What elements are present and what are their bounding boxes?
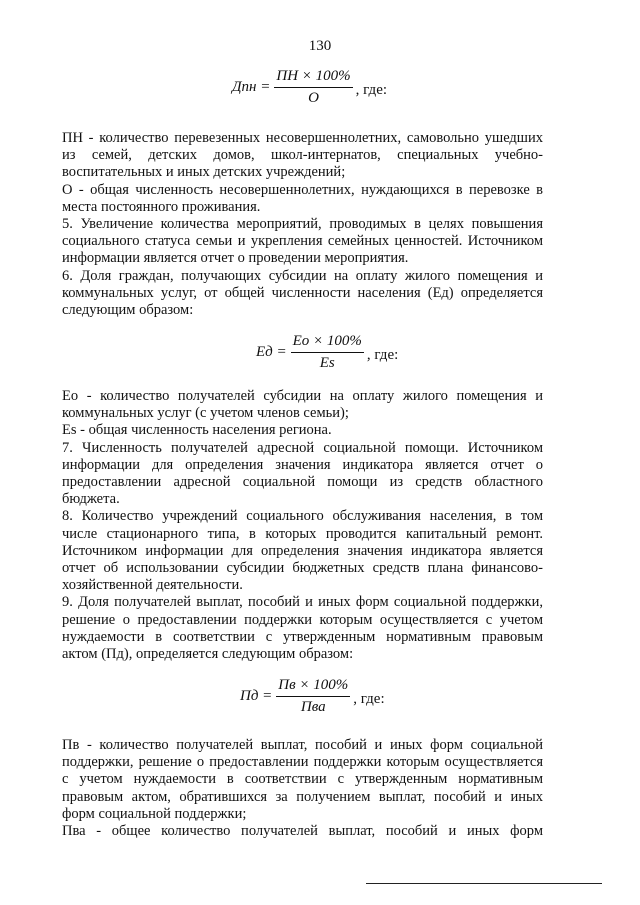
text-line: нуждаемости в соответствии с утвержденным нормативным правовым xyxy=(62,628,543,645)
formula-where: , где: xyxy=(355,82,388,98)
formula-numerator: Пв × 100% xyxy=(278,677,349,693)
text-line: Источником информации для определения значения индикатора является xyxy=(62,542,543,559)
formula-denominator: О xyxy=(308,90,319,106)
text-line: решение о предоставлении поддержки которым осуществляется с учетом xyxy=(62,611,543,628)
text-line: бюджета. xyxy=(62,491,120,508)
text-line: отчет об использовании субсидии бюджетных средств плана финансово- xyxy=(62,560,543,577)
text-line: воспитательных и иных детских учреждений; xyxy=(62,164,346,181)
text-line: 7. Численность получателей адресной социальной помощи. Источником xyxy=(62,439,543,456)
text-line: из семей, детских домов, школ-интернатов, специальных учебно- xyxy=(62,147,543,164)
text-line: 9. Доля получателей выплат, пособий и иных форм социальной поддержки, xyxy=(62,594,543,611)
text-line: 8. Количество учреждений социального обслуживания населения, в том xyxy=(62,508,543,525)
text-line: следующим образом: xyxy=(62,302,194,319)
text-line: места постоянного проживания. xyxy=(62,198,261,215)
text-line: коммунальных услуг, от общей численности населения (Ед) определяется xyxy=(62,284,543,301)
text-block-1 xyxy=(62,130,543,319)
text-line: 5. Увеличение количества мероприятий, проводимых в целях повышения xyxy=(62,216,543,233)
text-line: О - общая численность несовершеннолетних, нуждающихся в перевозке в xyxy=(62,181,543,198)
text-line: информации для определения значения индикатора является отчет о xyxy=(62,456,543,473)
formula-denominator: Es xyxy=(319,355,335,371)
text-line: Пва - общее количество получателей выплат, пособий и иных форм xyxy=(62,823,543,840)
text-line: информации является отчет о проведении мероприятия. xyxy=(62,250,409,267)
text-line: Es - общая численность населения региона. xyxy=(62,422,332,439)
formula-where: , где: xyxy=(353,691,385,707)
text-line: числе стационарного типа, в которых проводится капитальный ремонт. xyxy=(62,525,543,542)
text-block-2 xyxy=(62,388,543,663)
text-line: коммунальных услуг (с учетом членов семьи); xyxy=(62,405,349,422)
text-line: форм социальной поддержки; xyxy=(62,805,247,822)
formula-numerator: Ео × 100% xyxy=(292,333,362,349)
text-line: с учетом нуждаемости в соответствии с утвержденным нормативным xyxy=(62,771,543,788)
text-line: хозяйственной деятельности. xyxy=(62,577,243,594)
text-block-3 xyxy=(62,737,543,840)
text-line: социального статуса семьи и укрепления семейных ценностей. Источником xyxy=(62,233,543,250)
text-line: актом (Пд), определяется следующим образом: xyxy=(62,646,354,663)
text-line: 6. Доля граждан, получающих субсидии на оплату жилого помещения и xyxy=(62,267,543,284)
formula-denominator: Пва xyxy=(300,699,326,715)
page-number: 130 xyxy=(308,38,332,54)
formula-fraction xyxy=(274,68,352,107)
footer-divider xyxy=(366,883,602,884)
formula-fraction xyxy=(276,677,350,716)
text-line: Пв - количество получателей выплат, пособий и иных форм социальной xyxy=(62,737,543,753)
text-line: Ео - количество получателей субсидии на оплату жилого помещения и xyxy=(62,388,543,404)
formula-where: , где: xyxy=(366,347,399,363)
formula-dpn xyxy=(232,68,387,107)
text-line: предоставлении адресной социальной помощи из средств областного xyxy=(62,474,543,491)
formula-lhs: Дпн = xyxy=(232,79,271,95)
formula-lhs: Пд = xyxy=(240,688,273,704)
text-line: ПН - количество перевезенных несовершеннолетних, самовольно ушедших xyxy=(62,130,543,146)
text-line: правовым актом, обратившихся за получением выплат, пособий и иных xyxy=(62,788,543,805)
formula-numerator: ПН × 100% xyxy=(276,68,351,84)
formula-lhs: Ед = xyxy=(256,344,287,360)
formula-fraction xyxy=(291,333,364,372)
formula-pd xyxy=(240,677,385,716)
text-line: поддержки, решение о предоставлении поддержки которым осуществляется xyxy=(62,754,543,771)
formula-ed xyxy=(256,333,398,372)
